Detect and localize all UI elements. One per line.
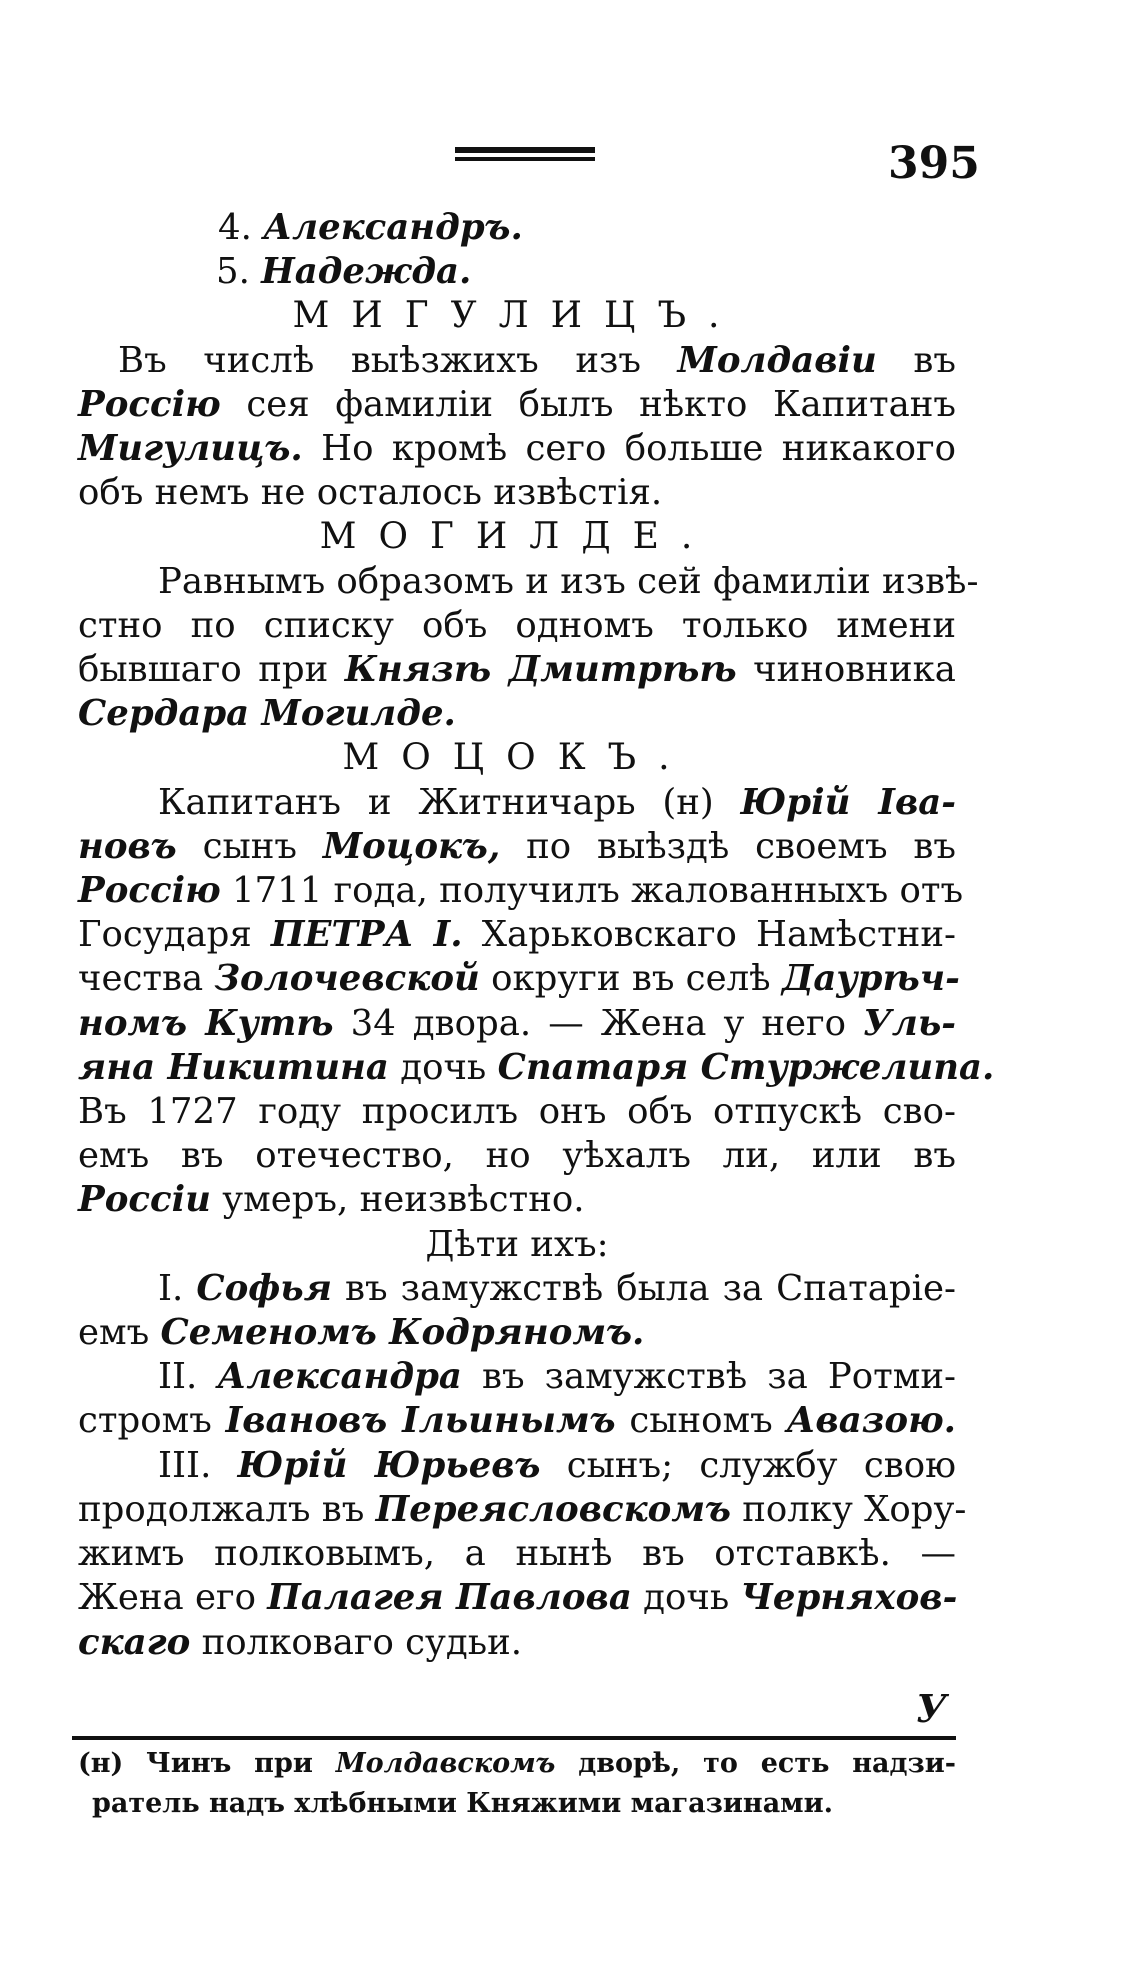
paragraph-line: емъ въ отечество, но уѣхалъ ли, или въ xyxy=(78,1135,956,1177)
catchword: У xyxy=(916,1686,947,1731)
children-heading: Дѣти ихъ: xyxy=(425,1223,609,1265)
paragraph-line: Въ 1727 году просилъ онъ объ отпускѣ сво- xyxy=(78,1091,956,1133)
paragraph-line: Россію 1711 года, получилъ жалованныхъ отъ xyxy=(78,870,964,912)
paragraph-line: бывшаго при Князѣ Дмитрѣѣ чиновника xyxy=(78,649,956,691)
paragraph-line: Жена его Палагея Павлова дочь Черняхов- xyxy=(78,1577,958,1619)
paragraph-line: Россіи умеръ, неизвѣстно. xyxy=(78,1179,585,1221)
paragraph-line: жимъ полковымъ, а нынѣ въ отставкѣ. — xyxy=(78,1533,956,1575)
paragraph-line: номъ Кутѣ 34 двора. — Жена у него Уль- xyxy=(78,1002,956,1044)
footnote xyxy=(78,1744,956,1824)
paragraph-line: яна Никитина дочь Спатаря Стуржелипа. xyxy=(78,1046,995,1088)
page-number: 395 xyxy=(888,138,980,189)
paragraph-line: Государя ПЕТРА I. Харьковскаго Намѣстни- xyxy=(78,914,956,956)
paragraph-line: III. Юрій Юрьевъ сынъ; службу свою xyxy=(158,1444,956,1486)
paragraph-line: новъ сынъ Моцокъ, по выѣздѣ своемъ въ xyxy=(78,825,956,867)
paragraph-line: Россію сея фамиліи былъ нѣкто Капитанъ xyxy=(78,383,956,425)
section-heading: МИГУЛИЦЪ. xyxy=(292,295,742,337)
paragraph-line: II. Александра въ замужствѣ за Ротми- xyxy=(158,1356,956,1398)
section-heading: МОЦОКЪ. xyxy=(342,737,692,779)
paragraph-line: Въ числѣ выѣзжихъ изъ Молдавіи въ xyxy=(118,339,956,381)
paragraph-line: чества Золочевской округи въ селѣ Даурѣч- xyxy=(78,958,960,1000)
paragraph-line: объ немъ не осталось извѣстія. xyxy=(78,472,663,514)
paragraph-line: Равнымъ образомъ и изъ сей фамиліи извѣ- xyxy=(158,560,979,602)
paragraph-line: стно по списку объ одномъ только имени xyxy=(78,604,956,646)
paragraph-line: стромъ Івановъ Ільинымъ сыномъ Авазою. xyxy=(78,1400,956,1442)
paragraph-line: Сердара Могилде. xyxy=(78,693,456,735)
section-heading: МОГИЛДЕ. xyxy=(319,516,715,558)
footnote-line: ратель надъ хлѣбными Княжими магазинами. xyxy=(92,1788,834,1819)
list-item: 4. Александръ. xyxy=(218,207,523,248)
paragraph-line: Капитанъ и Житничарь (н) Юрій Іва- xyxy=(158,781,956,823)
body-text xyxy=(78,206,995,1665)
header-double-rule xyxy=(455,147,595,161)
list-item: 5. Надежда. xyxy=(216,251,472,293)
paragraph-line: скаго полковаго судьи. xyxy=(78,1621,523,1663)
footnote-line: (н) Чинъ при Молдавскомъ дворѣ, то есть надзи- xyxy=(78,1748,956,1779)
paragraph-line: I. Софья въ замужствѣ была за Спатаріе- xyxy=(158,1267,956,1309)
paragraph-line: емъ Семеномъ Кодряномъ. xyxy=(78,1312,645,1354)
footnote-rule xyxy=(72,1736,956,1740)
paragraph-line: Мигулицъ. Но кромѣ сего больше никакого xyxy=(78,428,956,470)
paragraph-line: продолжалъ въ Переясловскомъ полку Хору- xyxy=(78,1488,967,1530)
